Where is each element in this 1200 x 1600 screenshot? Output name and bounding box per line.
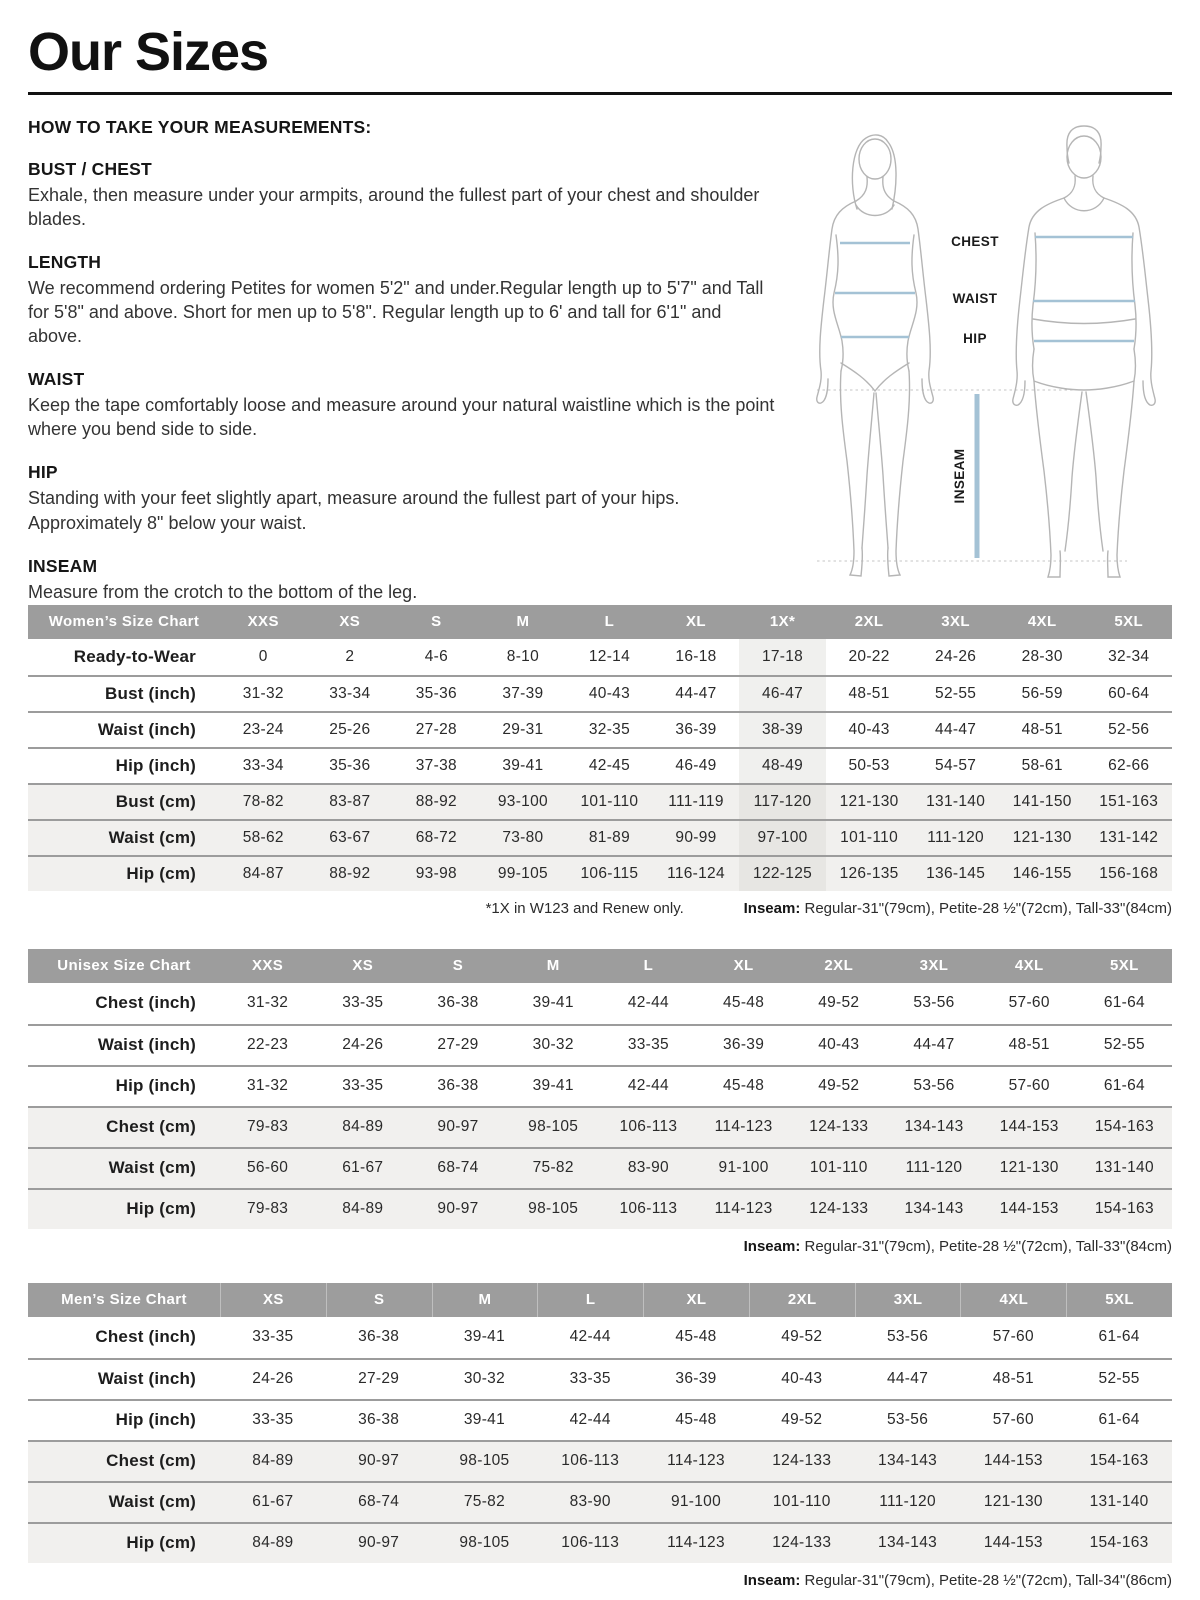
size-value: 60-64 [1108,684,1150,702]
title-divider [28,92,1172,95]
size-value: 46-47 [739,677,826,711]
size-value: 31-32 [242,684,284,702]
size-value: 106-115 [580,864,639,882]
size-value: 63-67 [329,828,371,846]
size-value: 40-43 [588,684,631,702]
footnote-inseam-womens: Inseam: Regular-31"(79cm), Petite-28 ½"(72cm), Tall-33"(84cm) [743,899,1172,917]
size-value: 17-18 [739,639,826,675]
size-value: 98-105 [459,1452,510,1470]
size-value: 61-64 [1103,1077,1145,1095]
body-figures-illustration [782,113,1172,588]
size-value: 24-26 [342,1036,384,1054]
table-title: Unisex Size Chart [57,957,191,975]
size-value: 8-10 [506,647,540,665]
column-header: M [546,957,560,975]
row-label: Chest (cm) [106,1451,196,1471]
inseam-label: INSEAM [952,448,967,504]
size-value: 126-135 [839,864,899,882]
size-value: 36-38 [437,1077,479,1095]
mens-size-chart [28,1283,1172,1563]
size-value: 151-163 [1099,792,1159,810]
size-value: 49-52 [781,1328,823,1346]
table-row [28,1147,1172,1188]
womens-size-chart [28,605,1172,891]
size-value: 45-48 [675,1328,717,1346]
size-value: 33-35 [569,1370,611,1388]
size-value: 44-47 [886,1370,929,1388]
section-body-bust-chest: Exhale, then measure under your armpits, around the fullest part of your chest and shoulder blades. [28,184,760,229]
table-row [28,1358,1172,1399]
size-value: 84-89 [342,1200,384,1218]
size-value: 101-110 [840,828,898,846]
size-value: 75-82 [532,1159,574,1177]
column-header: XS [339,613,361,631]
size-value: 136-145 [926,864,986,882]
size-value: 24-26 [935,647,977,665]
unisex-size-chart [28,949,1172,1229]
size-value: 33-35 [627,1036,669,1054]
table-row [28,783,1172,819]
footnote-1x: *1X in W123 and Renew only. [485,899,684,917]
size-value: 45-48 [675,1411,717,1429]
size-value: 39-41 [532,994,574,1012]
row-label: Waist (cm) [108,827,196,847]
size-value: 121-130 [983,1493,1043,1511]
measurement-diagram [780,111,1172,589]
column-header: XL [733,957,754,975]
row-label: Hip (cm) [126,863,196,883]
column-header: 4XL [1027,613,1057,631]
size-value: 37-39 [502,684,544,702]
table-row [28,1399,1172,1440]
size-value: 31-32 [247,994,289,1012]
size-value: 4-6 [424,647,448,665]
column-header: 3XL [941,613,970,631]
size-value: 48-51 [848,684,890,702]
row-label: Hip (inch) [115,755,196,775]
size-value: 36-38 [437,994,479,1012]
size-value: 111-120 [927,828,984,846]
size-value: 40-43 [818,1036,860,1054]
section-title-inseam: INSEAM [28,555,98,576]
column-header: 3XL [919,957,949,975]
section-body-length: We recommend ordering Petites for women 5'2" and under.Regular length up to 5'7" and Tall for 5'8" and above. Short for men up to 5'8". Regular length up to 6' and tall for 6'1" and above. [28,277,764,347]
size-value: 33-34 [242,756,284,774]
size-value: 33-35 [252,1411,294,1429]
size-value: 32-34 [1108,647,1150,665]
size-value: 27-29 [437,1036,479,1054]
size-value: 114-123 [667,1452,725,1470]
row-label: Waist (inch) [97,1369,196,1389]
size-value: 36-38 [358,1328,400,1346]
size-value: 114-123 [714,1118,773,1136]
size-value: 98-105 [528,1200,579,1218]
size-value: 131-140 [1094,1159,1154,1177]
size-value: 91-100 [718,1159,769,1177]
size-value: 39-41 [532,1077,574,1095]
size-value: 49-52 [818,1077,860,1095]
size-value: 90-97 [437,1118,479,1136]
row-label: Ready-to-Wear [73,646,196,666]
section-title-hip: HIP [28,462,58,483]
section-body-hip: Standing with your feet slightly apart, measure around the fullest part of your hips. Approximately 8" below your waist. [28,488,680,533]
size-value: 68-74 [437,1159,479,1177]
table-row [28,1024,1172,1065]
size-value: 98-105 [459,1534,510,1552]
size-value: 75-82 [463,1493,506,1511]
size-value: 20-22 [848,647,890,665]
unisex-chart-footnotes [28,1238,1172,1260]
table-title: Women’s Size Chart [48,613,200,631]
row-label: Hip (inch) [115,1410,196,1430]
size-value: 106-113 [619,1200,678,1218]
size-value: 134-143 [904,1200,964,1218]
size-value: 144-153 [983,1534,1043,1552]
waist-label: WAIST [952,290,998,306]
column-header: 4XL [960,1283,1066,1317]
size-value: 33-35 [342,994,384,1012]
size-value: 90-99 [675,828,717,846]
size-value: 31-32 [247,1077,289,1095]
section-body-inseam: Measure from the crotch to the bottom of the leg. [28,581,418,602]
size-value: 48-51 [1021,720,1063,738]
size-value: 124-133 [772,1452,832,1470]
table-header-row [28,1283,1172,1317]
size-value: 37-38 [415,756,457,774]
section-body-waist: Keep the tape comfortably loose and measure around your natural waistline which is the point where you bend side to side. [28,395,775,440]
size-value: 53-56 [913,994,955,1012]
table-row [28,983,1172,1024]
size-value: 124-133 [809,1118,869,1136]
size-value: 131-140 [1089,1493,1149,1511]
size-value: 36-39 [723,1036,765,1054]
size-value: 134-143 [904,1118,964,1136]
size-value: 61-64 [1098,1328,1140,1346]
womens-chart-footnotes [28,900,1172,922]
section-title-bust-chest: BUST / CHEST [28,158,152,179]
size-value: 79-83 [247,1200,289,1218]
size-value: 124-133 [772,1534,832,1552]
size-value: 42-45 [588,756,631,774]
column-header: XS [220,1283,326,1317]
size-value: 53-56 [913,1077,955,1095]
size-value: 46-49 [675,756,717,774]
measurement-instructions [28,111,780,602]
size-value: 16-18 [675,647,717,665]
size-value: 114-123 [714,1200,773,1218]
row-label: Bust (inch) [105,683,196,703]
size-value: 83-87 [329,792,371,810]
size-value: 83-90 [627,1159,669,1177]
size-value: 111-120 [879,1493,936,1511]
size-value: 117-120 [739,785,826,819]
table-row [28,1440,1172,1481]
size-value: 22-23 [247,1036,289,1054]
size-value: 30-32 [532,1036,574,1054]
size-value: 131-142 [1099,828,1159,846]
size-value: 84-87 [242,864,284,882]
size-value: 134-143 [878,1452,938,1470]
table-row [28,675,1172,711]
size-value: 35-36 [329,756,371,774]
column-header: L [537,1283,643,1317]
size-value: 121-130 [999,1159,1059,1177]
row-label: Waist (cm) [108,1492,196,1512]
table-header-row [28,605,1172,639]
column-header: 5XL [1114,613,1144,631]
size-value: 84-89 [252,1534,294,1552]
size-value: 134-143 [878,1534,938,1552]
size-value: 0 [258,647,268,665]
size-value: 68-72 [415,828,457,846]
size-value: 131-140 [926,792,986,810]
size-value: 78-82 [242,792,284,810]
size-value: 39-41 [463,1411,506,1429]
size-value: 40-43 [781,1370,823,1388]
table-row [28,1188,1172,1229]
size-value: 30-32 [463,1370,506,1388]
size-value: 2 [345,647,355,665]
size-value: 124-133 [809,1200,869,1218]
size-value: 81-89 [588,828,631,846]
size-value: 111-119 [668,792,724,810]
size-value: 48-49 [739,749,826,783]
row-label: Chest (inch) [95,993,196,1013]
size-value: 42-44 [627,994,669,1012]
row-label: Waist (inch) [97,719,196,739]
size-value: 39-41 [502,756,544,774]
size-value: 38-39 [739,713,826,747]
size-value: 57-60 [992,1411,1034,1429]
size-value: 53-56 [886,1411,929,1429]
size-value: 40-43 [848,720,890,738]
size-value: 39-41 [463,1328,506,1346]
size-value: 49-52 [818,994,860,1012]
column-header: 3XL [855,1283,961,1317]
size-value: 144-153 [983,1452,1043,1470]
table-row [28,747,1172,783]
size-value: 61-67 [342,1159,384,1177]
column-header: M [432,1283,538,1317]
size-value: 28-30 [1021,647,1063,665]
size-value: 44-47 [675,684,717,702]
size-value: 122-125 [739,857,826,891]
size-value: 49-52 [781,1411,823,1429]
size-value: 90-97 [437,1200,479,1218]
size-value: 23-24 [242,720,284,738]
column-header: XXS [251,957,284,975]
size-value: 61-64 [1103,994,1145,1012]
size-value: 33-34 [329,684,371,702]
size-value: 88-92 [415,792,457,810]
row-label: Hip (cm) [126,1199,196,1219]
row-label: Chest (inch) [95,1327,196,1347]
table-row [28,1522,1172,1563]
column-header: 2XL [824,957,854,975]
column-header: L [643,957,654,975]
size-value: 116-124 [667,864,725,882]
size-value: 91-100 [670,1493,722,1511]
size-value: 27-28 [415,720,457,738]
size-value: 36-39 [675,720,717,738]
row-label: Chest (cm) [106,1117,196,1137]
size-value: 144-153 [999,1118,1059,1136]
size-value: 84-89 [342,1118,384,1136]
size-value: 50-53 [848,756,890,774]
size-value: 25-26 [329,720,371,738]
size-value: 56-59 [1021,684,1063,702]
size-value: 57-60 [1008,1077,1050,1095]
size-value: 44-47 [935,720,977,738]
chest-label: CHEST [951,233,999,249]
table-title: Men’s Size Chart [61,1291,187,1309]
size-value: 33-35 [342,1077,384,1095]
column-header: 4XL [1014,957,1044,975]
column-header: 1X* [769,613,796,631]
row-label: Waist (inch) [97,1035,196,1055]
intro-section [28,111,1172,602]
footnote-inseam-unisex: Inseam: Regular-31"(79cm), Petite-28 ½"(72cm), Tall-33"(84cm) [743,1237,1172,1255]
column-header: S [326,1283,432,1317]
size-value: 146-155 [1012,864,1072,882]
size-value: 27-29 [358,1370,400,1388]
size-value: 57-60 [992,1328,1034,1346]
size-value: 42-44 [569,1328,611,1346]
column-header: 2XL [854,613,884,631]
size-value: 45-48 [723,1077,765,1095]
size-value: 52-55 [935,684,977,702]
size-value: 33-35 [252,1328,294,1346]
size-value: 48-51 [1008,1036,1050,1054]
column-header: S [431,613,442,631]
size-value: 97-100 [739,821,826,855]
size-value: 154-163 [1089,1534,1149,1552]
column-header: 5XL [1066,1283,1172,1317]
size-value: 53-56 [886,1328,929,1346]
column-header: M [516,613,530,631]
size-value: 54-57 [935,756,977,774]
size-value: 121-130 [839,792,899,810]
size-value: 62-66 [1108,756,1150,774]
size-value: 98-105 [528,1118,579,1136]
size-value: 42-44 [569,1411,611,1429]
section-title-waist: WAIST [28,369,85,390]
column-header: L [604,613,615,631]
table-row [28,711,1172,747]
size-value: 93-98 [415,864,457,882]
size-value: 106-113 [561,1534,620,1552]
size-value: 61-67 [252,1493,294,1511]
table-row [28,819,1172,855]
size-value: 56-60 [247,1159,289,1177]
page-title: Our Sizes [28,22,269,82]
size-value: 121-130 [1012,828,1072,846]
size-value: 12-14 [588,647,631,665]
size-value: 79-83 [247,1118,289,1136]
size-value: 36-38 [358,1411,400,1429]
size-value: 58-62 [242,828,284,846]
size-value: 45-48 [723,994,765,1012]
size-value: 83-90 [569,1493,611,1511]
size-value: 52-55 [1103,1036,1145,1054]
size-value: 154-163 [1094,1118,1154,1136]
size-value: 101-110 [809,1159,868,1177]
table-row [28,639,1172,675]
size-value: 36-39 [675,1370,717,1388]
size-value: 90-97 [358,1452,400,1470]
size-value: 52-56 [1108,720,1150,738]
size-value: 90-97 [358,1534,400,1552]
size-value: 154-163 [1094,1200,1154,1218]
size-value: 106-113 [619,1118,678,1136]
size-value: 114-123 [667,1534,725,1552]
female-figure-outline [817,135,934,576]
size-value: 29-31 [502,720,544,738]
instructions-heading: HOW TO TAKE YOUR MEASUREMENTS: [28,116,372,137]
size-value: 32-35 [588,720,631,738]
table-row [28,1065,1172,1106]
column-header: 2XL [749,1283,855,1317]
table-row [28,1106,1172,1147]
size-value: 156-168 [1099,864,1159,882]
size-value: 52-55 [1098,1370,1140,1388]
column-header: XL [643,1283,749,1317]
male-figure-outline [1013,126,1155,577]
size-value: 144-153 [999,1200,1059,1218]
size-value: 44-47 [913,1036,955,1054]
size-value: 111-120 [905,1159,963,1177]
size-value: 106-113 [561,1452,620,1470]
table-header-row [28,949,1172,983]
size-value: 101-110 [580,792,639,810]
table-row [28,855,1172,891]
size-value: 93-100 [497,792,548,810]
size-value: 99-105 [497,864,548,882]
size-value: 57-60 [1008,994,1050,1012]
size-value: 61-64 [1098,1411,1140,1429]
size-value: 84-89 [252,1452,294,1470]
size-value: 58-61 [1021,756,1063,774]
size-value: 154-163 [1089,1452,1149,1470]
column-header: S [452,957,464,975]
row-label: Bust (cm) [115,791,196,811]
row-label: Hip (cm) [126,1533,196,1553]
table-row [28,1481,1172,1522]
mens-chart-footnotes [28,1572,1172,1594]
size-value: 68-74 [358,1493,400,1511]
size-value: 35-36 [415,684,457,702]
column-header: 5XL [1110,957,1139,975]
column-header: XXS [247,613,279,631]
size-value: 24-26 [252,1370,294,1388]
column-header: XS [352,957,374,975]
size-value: 48-51 [992,1370,1034,1388]
size-value: 88-92 [329,864,371,882]
row-label: Waist (cm) [108,1158,196,1178]
hip-label: HIP [963,330,987,346]
size-value: 42-44 [627,1077,669,1095]
size-value: 141-150 [1012,792,1072,810]
section-title-length: LENGTH [28,251,102,272]
size-value: 73-80 [502,828,544,846]
size-value: 101-110 [772,1493,831,1511]
column-header: XL [686,613,706,631]
footnote-inseam-mens: Inseam: Regular-31"(79cm), Petite-28 ½"(72cm), Tall-34"(86cm) [743,1571,1172,1589]
row-label: Hip (inch) [115,1076,196,1096]
table-row [28,1317,1172,1358]
